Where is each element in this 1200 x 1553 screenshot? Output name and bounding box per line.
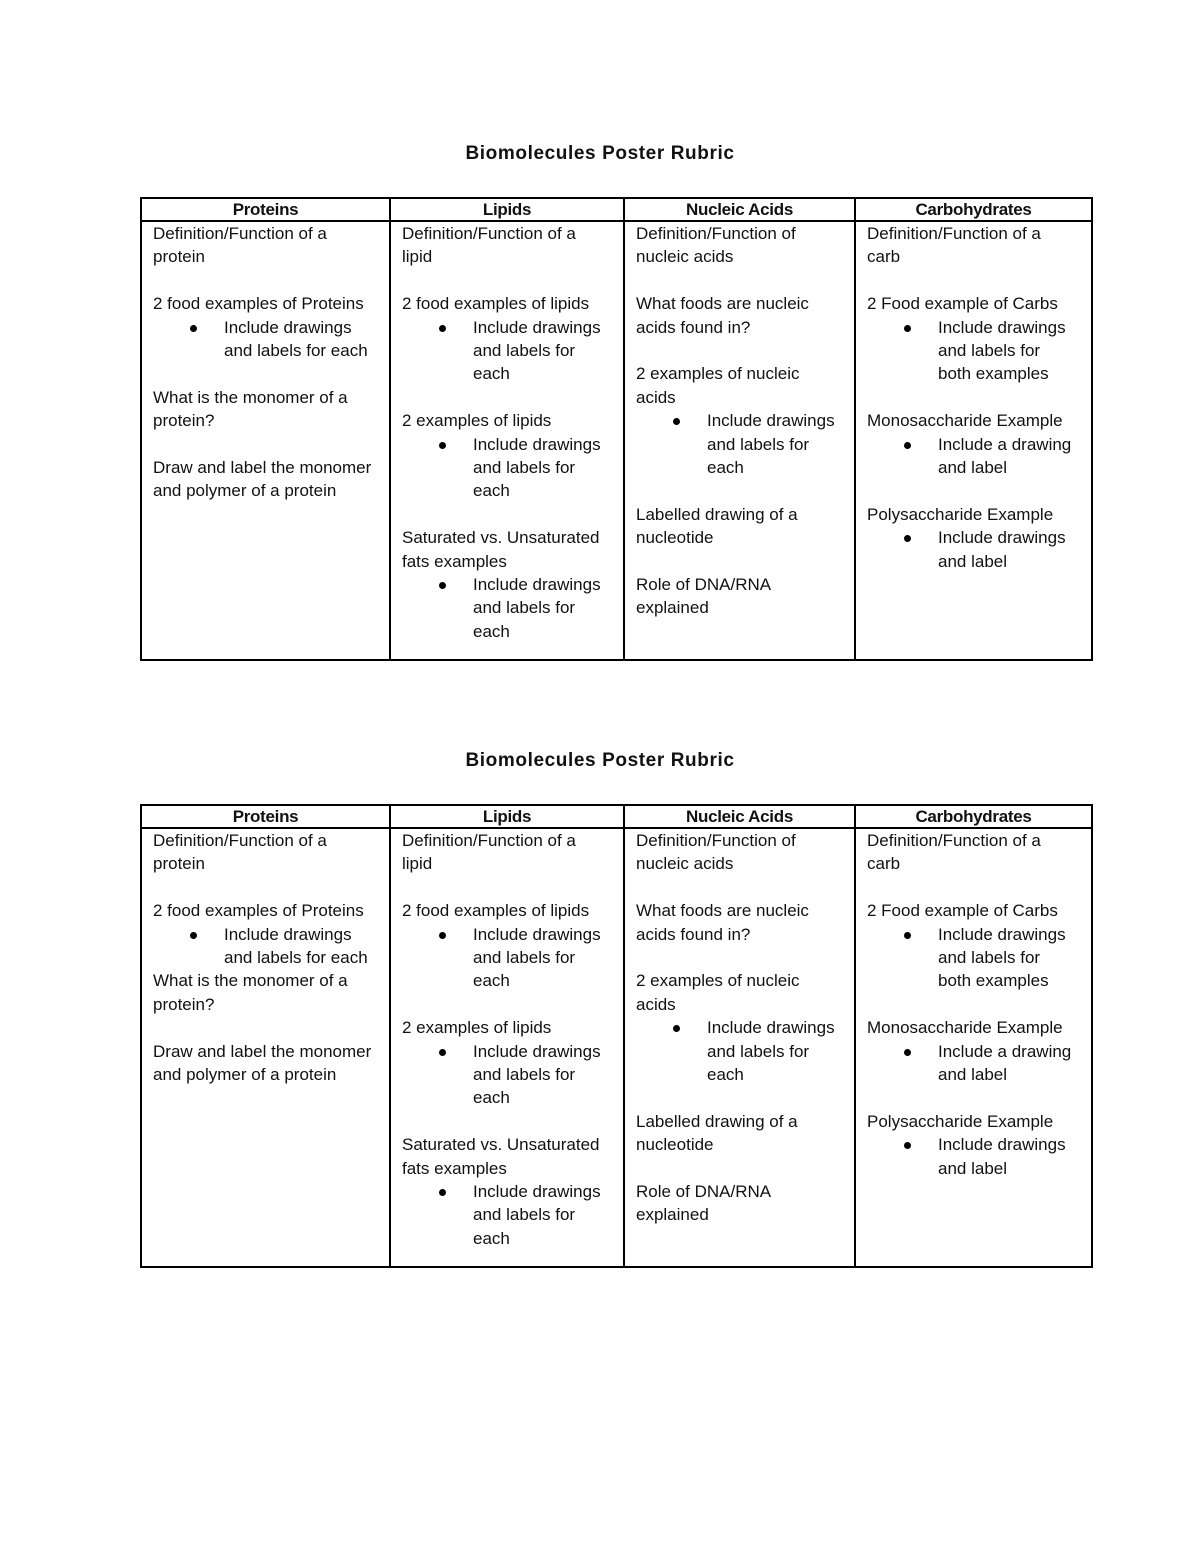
criterion bbox=[867, 899, 1085, 993]
criterion-text: Monosaccharide Example bbox=[867, 411, 1063, 431]
criterion-text: Draw and label the monomer and polymer of a protein bbox=[153, 458, 372, 501]
criterion bbox=[636, 362, 848, 479]
criterion-text: Polysaccharide Example bbox=[867, 504, 1054, 524]
criterion-bullets bbox=[636, 409, 848, 479]
header-proteins: Proteins bbox=[141, 198, 390, 221]
criterion bbox=[402, 222, 617, 269]
criterion-text: Saturated vs. Unsaturated fats examples bbox=[402, 528, 600, 571]
criterion bbox=[636, 222, 848, 269]
criterion-bullets bbox=[867, 316, 1085, 386]
criterion-bullets bbox=[402, 923, 617, 993]
rubric-title: Biomolecules Poster Rubric bbox=[465, 750, 735, 771]
criterion-text: Labelled drawing of a nucleotide bbox=[636, 504, 798, 548]
criterion-text: What foods are nucleic acids found in? bbox=[636, 294, 809, 337]
rubric-criteria-row bbox=[141, 828, 1092, 1267]
bullet-item: Include drawings and labels for each bbox=[402, 433, 617, 503]
criterion-bullets bbox=[153, 923, 383, 970]
criterion-text: 2 examples of nucleic acids bbox=[636, 364, 800, 407]
criterion-text: 2 food examples of Proteins bbox=[153, 294, 364, 314]
criterion bbox=[636, 1180, 848, 1227]
criterion-bullets bbox=[402, 1180, 617, 1250]
criterion bbox=[153, 456, 383, 503]
criterion bbox=[402, 526, 617, 643]
criterion-text: Polysaccharide Example bbox=[867, 1111, 1054, 1131]
rubric-table bbox=[140, 804, 1093, 1268]
rubric-header-row bbox=[141, 805, 1092, 828]
criterion-text: Definition/Function of a lipid bbox=[402, 831, 576, 874]
criterion-text: What is the monomer of a protein? bbox=[153, 387, 348, 431]
header-carbohydrates: Carbohydrates bbox=[855, 198, 1092, 221]
criterion-text: 2 examples of lipids bbox=[402, 411, 552, 431]
header-nucleic-acids: Nucleic Acids bbox=[624, 198, 855, 221]
rubric-criteria-row bbox=[141, 221, 1092, 660]
criterion bbox=[153, 829, 383, 876]
criterion-text: Definition/Function of a carb bbox=[867, 224, 1041, 267]
lipids-criteria-cell bbox=[390, 221, 624, 660]
criterion-bullets bbox=[867, 1040, 1085, 1087]
bullet-item: Include drawings and labels for each bbox=[636, 409, 848, 479]
criterion-text: Definition/Function of nucleic acids bbox=[636, 224, 796, 267]
rubric-title: Biomolecules Poster Rubric bbox=[465, 143, 735, 164]
bullet-item: Include drawings and labels for each bbox=[153, 316, 383, 363]
rubric-table bbox=[140, 197, 1093, 661]
criterion-text: 2 Food example of Carbs bbox=[867, 294, 1058, 314]
bullet-item: Include drawings and labels for each bbox=[402, 573, 617, 643]
criterion-bullets bbox=[402, 316, 617, 386]
criterion bbox=[867, 409, 1085, 479]
bullet-item: Include a drawing and label bbox=[867, 1040, 1085, 1087]
criterion-text: Definition/Function of nucleic acids bbox=[636, 831, 796, 874]
bullet-item: Include drawings and labels for each bbox=[153, 923, 383, 970]
proteins-criteria-cell bbox=[141, 221, 390, 660]
criterion bbox=[402, 292, 617, 386]
criterion-text: Definition/Function of a protein bbox=[153, 224, 327, 267]
criterion-bullets bbox=[867, 1133, 1085, 1180]
criterion bbox=[636, 829, 848, 876]
criterion-text: What foods are nucleic acids found in? bbox=[636, 901, 809, 944]
criterion-text: Monosaccharide Example bbox=[867, 1018, 1063, 1038]
criterion-text: 2 examples of nucleic acids bbox=[636, 971, 800, 1014]
criterion bbox=[636, 573, 848, 620]
criterion-text: Role of DNA/RNA explained bbox=[636, 1182, 772, 1225]
bullet-item: Include drawings and label bbox=[867, 1133, 1085, 1180]
header-proteins: Proteins bbox=[141, 805, 390, 828]
proteins-criteria-cell bbox=[141, 828, 390, 1267]
criterion-text: 2 Food example of Carbs bbox=[867, 901, 1058, 921]
criterion-bullets bbox=[153, 316, 383, 363]
criterion bbox=[153, 969, 383, 1016]
criterion-bullets bbox=[402, 433, 617, 503]
criterion bbox=[153, 222, 383, 269]
criterion bbox=[153, 292, 383, 362]
header-carbohydrates: Carbohydrates bbox=[855, 805, 1092, 828]
bullet-item: Include a drawing and label bbox=[867, 433, 1085, 480]
bullet-item: Include drawings and labels for each bbox=[402, 923, 617, 993]
header-nucleic-acids: Nucleic Acids bbox=[624, 805, 855, 828]
criterion bbox=[402, 1016, 617, 1110]
lipids-criteria-cell bbox=[390, 828, 624, 1267]
criterion bbox=[867, 1016, 1085, 1086]
criterion bbox=[636, 899, 848, 946]
criterion bbox=[402, 899, 617, 993]
criterion bbox=[636, 969, 848, 1086]
criterion-text: Definition/Function of a protein bbox=[153, 831, 327, 874]
criterion bbox=[153, 1040, 383, 1087]
bullet-item: Include drawings and labels for both examples bbox=[867, 923, 1085, 993]
criterion bbox=[867, 1110, 1085, 1180]
carbohydrates-criteria-cell bbox=[855, 221, 1092, 660]
criterion bbox=[153, 386, 383, 433]
criterion bbox=[867, 503, 1085, 573]
criterion-text: 2 examples of lipids bbox=[402, 1018, 552, 1038]
bullet-item: Include drawings and labels for each bbox=[402, 1180, 617, 1250]
criterion-text: Role of DNA/RNA explained bbox=[636, 575, 772, 618]
criterion bbox=[636, 292, 848, 339]
header-lipids: Lipids bbox=[390, 805, 624, 828]
nucleic-acids-criteria-cell bbox=[624, 828, 855, 1267]
criterion-bullets bbox=[867, 433, 1085, 480]
criterion-text: 2 food examples of lipids bbox=[402, 294, 590, 314]
carbohydrates-criteria-cell bbox=[855, 828, 1092, 1267]
criterion-text: Definition/Function of a carb bbox=[867, 831, 1041, 874]
criterion bbox=[402, 409, 617, 503]
header-lipids: Lipids bbox=[390, 198, 624, 221]
criterion bbox=[867, 222, 1085, 269]
rubric-header-row bbox=[141, 198, 1092, 221]
criterion bbox=[402, 1133, 617, 1250]
criterion bbox=[867, 829, 1085, 876]
nucleic-acids-criteria-cell bbox=[624, 221, 855, 660]
criterion-text: What is the monomer of a protein? bbox=[153, 971, 348, 1014]
bullet-item: Include drawings and label bbox=[867, 526, 1085, 573]
criterion-bullets bbox=[402, 573, 617, 643]
bullet-item: Include drawings and labels for each bbox=[402, 1040, 617, 1110]
criterion-bullets bbox=[402, 1040, 617, 1110]
criterion-bullets bbox=[867, 923, 1085, 993]
criterion bbox=[402, 829, 617, 876]
bullet-item: Include drawings and labels for each bbox=[402, 316, 617, 386]
bullet-item: Include drawings and labels for both examples bbox=[867, 316, 1085, 386]
criterion-text: Definition/Function of a lipid bbox=[402, 224, 576, 267]
criterion bbox=[867, 292, 1085, 386]
criterion-text: Draw and label the monomer and polymer of a protein bbox=[153, 1041, 372, 1085]
criterion-bullets bbox=[867, 526, 1085, 573]
criterion-text: 2 food examples of Proteins bbox=[153, 901, 364, 921]
criterion bbox=[153, 899, 383, 969]
bullet-item: Include drawings and labels for each bbox=[636, 1016, 848, 1086]
criterion-text: 2 food examples of lipids bbox=[402, 901, 590, 921]
criterion bbox=[636, 1110, 848, 1157]
criterion-bullets bbox=[636, 1016, 848, 1086]
criterion bbox=[636, 503, 848, 550]
criterion-text: Saturated vs. Unsaturated fats examples bbox=[402, 1135, 600, 1178]
criterion-text: Labelled drawing of a nucleotide bbox=[636, 1111, 798, 1155]
